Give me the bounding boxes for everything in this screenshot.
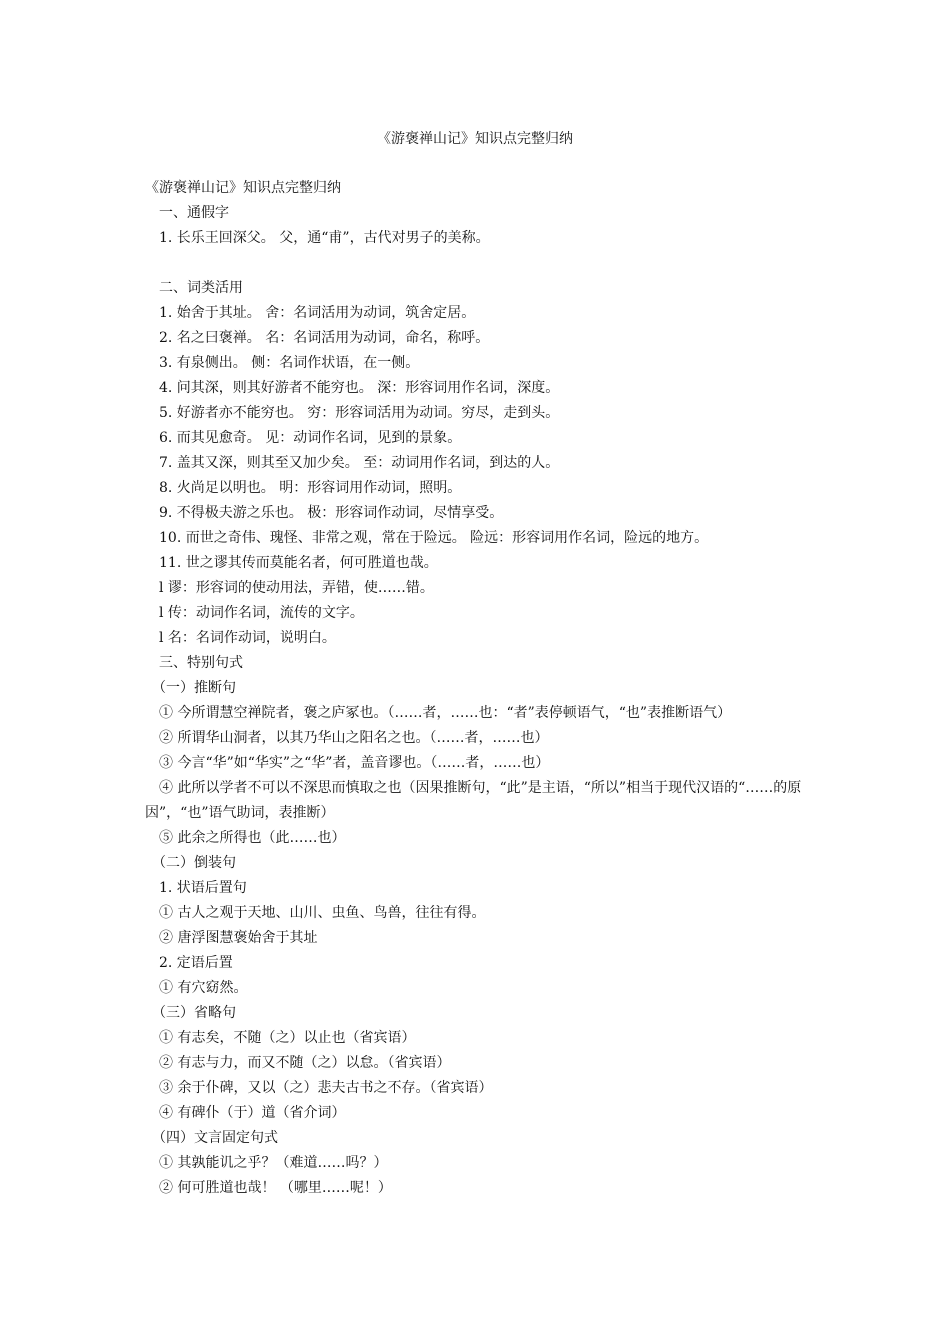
- document-body: [145, 176, 810, 1201]
- list-item: 5. 好游者亦不能穷也。 穷：形容词活用为动词。穷尽，走到头。: [145, 405, 560, 421]
- list-item: 2. 名之曰褒禅。 名：名词活用为动词，命名，称呼。: [145, 330, 490, 346]
- list-item: ⑤ 此余之所得也（此……也）: [145, 830, 346, 846]
- list-item: 2. 定语后置: [145, 955, 233, 971]
- list-item: 10. 而世之奇伟、瑰怪、非常之观，常在于险远。 险远：形容词用作名词，险远的地方。: [145, 530, 709, 546]
- list-item: 7. 盖其又深，则其至又加少矣。 至：动词用作名词，到达的人。: [145, 455, 560, 471]
- subsection-heading: （一）推断句: [145, 680, 236, 696]
- list-item: ① 有志矣，不随（之）以止也（省宾语）: [145, 1030, 416, 1046]
- list-item: ③ 今言“华”如“华实”之“华”者，盖音谬也。（……者，……也）: [145, 755, 550, 771]
- list-item: 1. 始舍于其址。 舍：名词活用为动词，筑舍定居。: [145, 305, 476, 321]
- subsection-heading: （四）文言固定句式: [145, 1130, 278, 1146]
- list-item: 8. 火尚足以明也。 明：形容词用作动词，照明。: [145, 480, 462, 496]
- section-heading-cileihuoyong: 二、词类活用: [145, 280, 243, 296]
- list-item: 4. 问其深，则其好游者不能穷也。 深：形容词用作名词，深度。: [145, 380, 560, 396]
- list-item: ④ 此所以学者不可以不深思而慎取之也（因果推断句，“此”是主语，“所以”相当于现代汉语的“……的原因”，“也”语气助词，表推断）: [145, 780, 802, 821]
- list-item: ① 古人之观于天地、山川、虫鱼、鸟兽，往往有得。: [145, 905, 486, 921]
- list-item: 1. 状语后置句: [145, 880, 247, 896]
- subsection-heading: （三）省略句: [145, 1005, 236, 1021]
- document-title: 《游褒禅山记》知识点完整归纳: [377, 131, 573, 147]
- list-item: 3. 有泉侧出。 侧：名词作状语，在一侧。: [145, 355, 420, 371]
- list-item: ② 唐浮图慧褒始舍于其址: [145, 930, 318, 946]
- list-item: l 名：名词作动词，说明白。: [145, 630, 336, 646]
- list-item: ① 其孰能讥之乎？（难道……吗？）: [145, 1155, 388, 1171]
- list-item: 6. 而其见愈奇。 见：动词作名词，见到的景象。: [145, 430, 462, 446]
- list-item: 11. 世之谬其传而莫能名者，何可胜道也哉。: [145, 555, 438, 571]
- list-item: ② 何可胜道也哉！ （哪里……呢！）: [145, 1180, 392, 1196]
- section-heading-teshujushi: 三、特别句式: [145, 655, 243, 671]
- list-item: ② 有志与力，而又不随（之）以怠。（省宾语）: [145, 1055, 451, 1071]
- section-heading-tongjiazi: 一、通假字: [145, 205, 229, 221]
- list-item: l 谬：形容词的使动用法，弄错，使……错。: [145, 580, 434, 596]
- list-item: 9. 不得极夫游之乐也。 极：形容词作动词，尽情享受。: [145, 505, 504, 521]
- list-item: ① 有穴窈然。: [145, 980, 248, 996]
- list-item: ① 今所谓慧空禅院者，褒之庐冢也。（……者，……也：“者”表停顿语气，“也”表推断语气）: [145, 705, 732, 721]
- body-heading: 《游褒禅山记》知识点完整归纳: [145, 180, 341, 196]
- blank-line: [145, 251, 810, 276]
- list-item: ② 所谓华山洞者，以其乃华山之阳名之也。（……者，……也）: [145, 730, 549, 746]
- list-item: ③ 余于仆碑，又以（之）悲夫古书之不存。（省宾语）: [145, 1080, 493, 1096]
- list-item: 1. 长乐王回深父。 父，通“甫”，古代对男子的美称。: [145, 230, 490, 246]
- list-item: ④ 有碑仆（于）道（省介词）: [145, 1105, 346, 1121]
- list-item: l 传：动词作名词，流传的文字。: [145, 605, 364, 621]
- subsection-heading: （二）倒装句: [145, 855, 236, 871]
